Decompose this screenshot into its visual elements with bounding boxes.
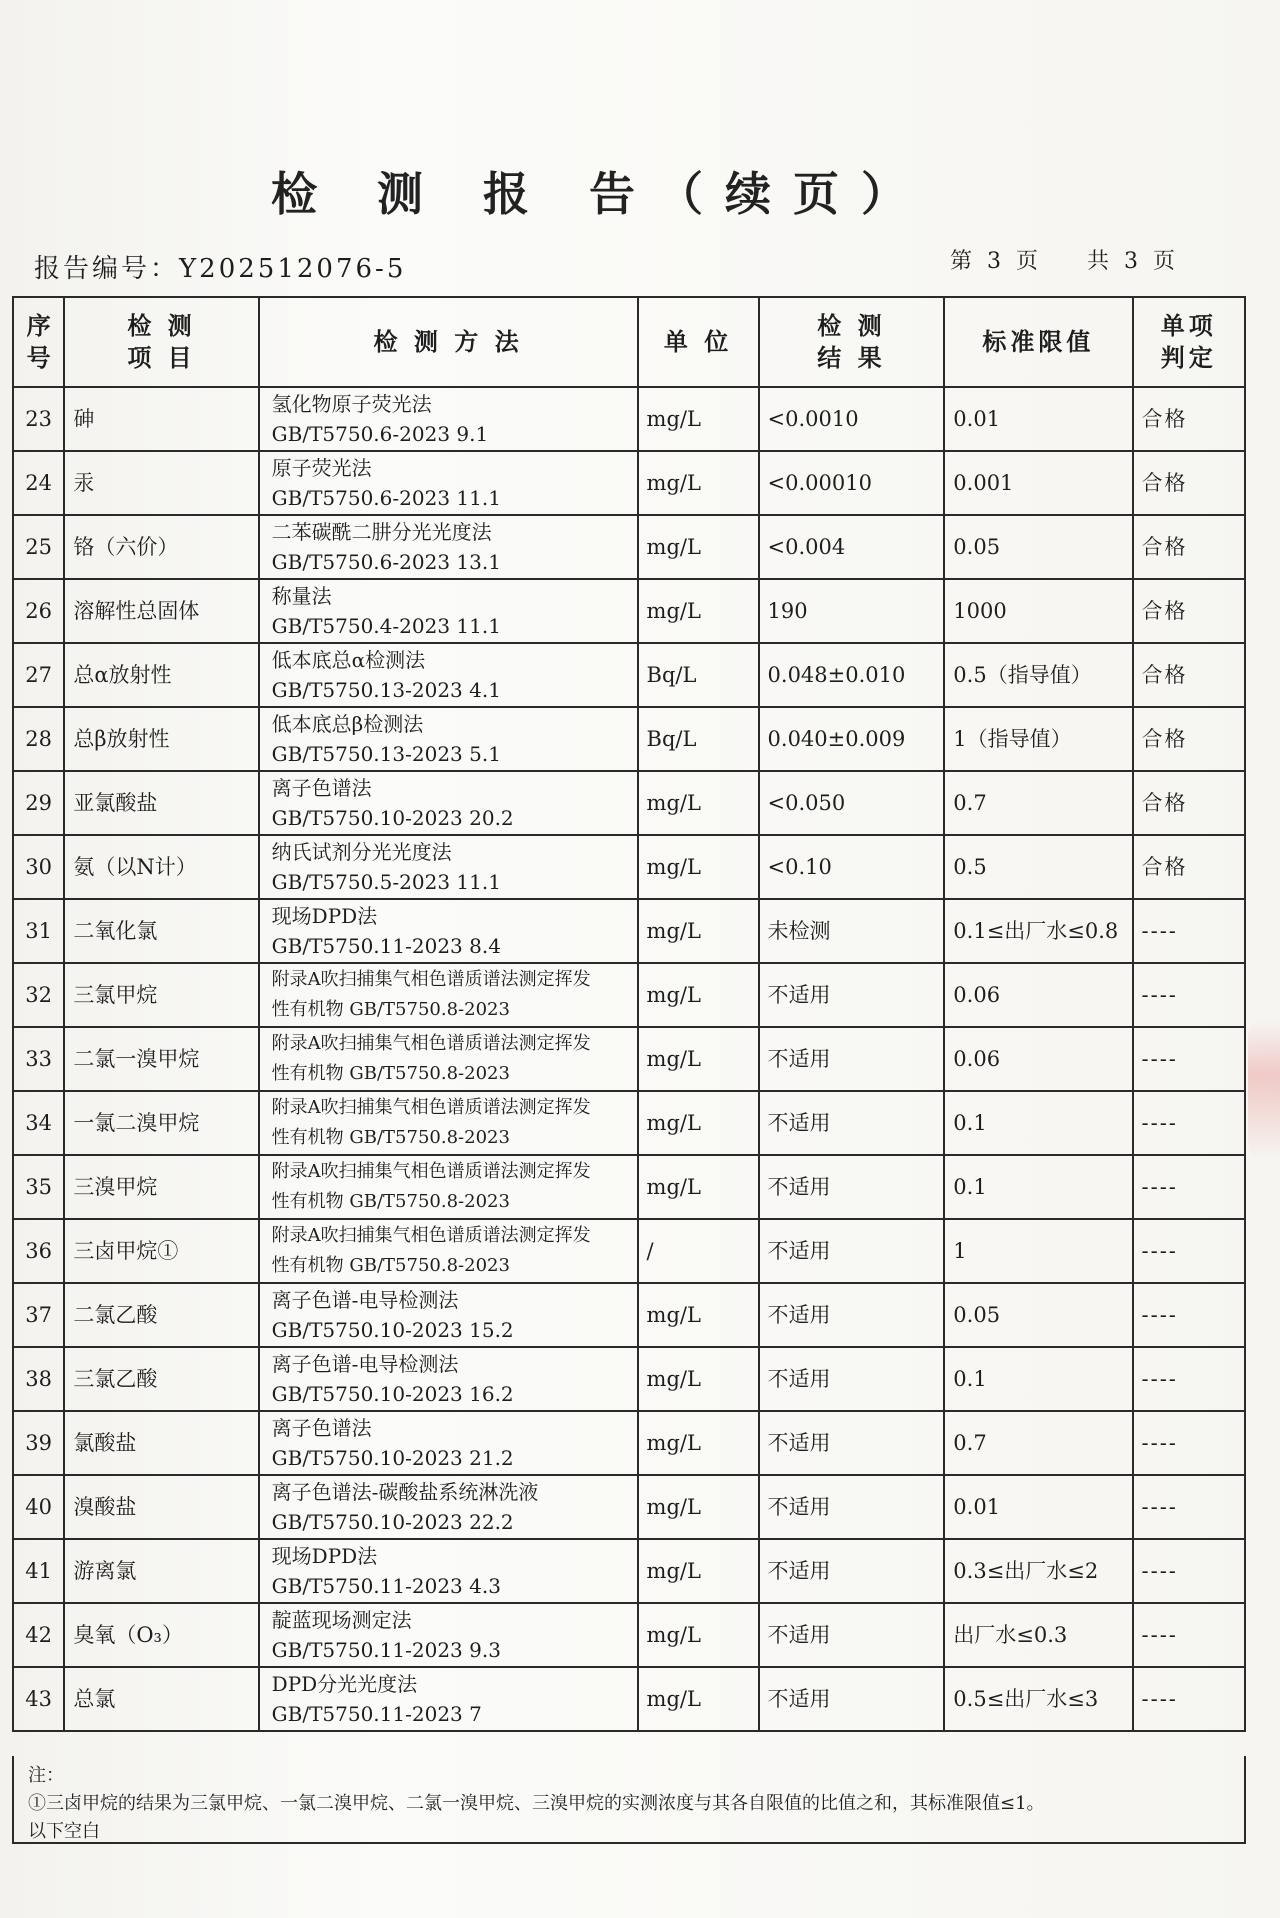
- cell-method: [259, 1347, 638, 1411]
- cell-item: 总β放射性: [64, 707, 258, 771]
- cell-method: [259, 771, 638, 835]
- cell-limit: 0.5（指导值）: [944, 643, 1132, 707]
- table-body: [13, 387, 1245, 1731]
- cell-verdict: 合格: [1133, 579, 1245, 643]
- cell-limit: 0.1≤出厂水≤0.8: [944, 899, 1132, 963]
- cell-seq: 33: [13, 1027, 64, 1091]
- cell-seq: 24: [13, 451, 64, 515]
- cell-seq: 28: [13, 707, 64, 771]
- cell-unit: mg/L: [638, 963, 759, 1027]
- cell-seq: 42: [13, 1603, 64, 1667]
- method-standard: GB/T5750.11-2023 4.3: [271, 1574, 501, 1598]
- table-row: [13, 1347, 1245, 1411]
- cell-limit: 0.1: [944, 1155, 1132, 1219]
- method-name: 靛蓝现场测定法: [271, 1608, 412, 1632]
- note-line-2: 以下空白: [28, 1821, 100, 1842]
- method-standard: GB/T5750.5-2023 11.1: [271, 870, 501, 894]
- cell-verdict: 合格: [1133, 387, 1245, 451]
- cell-result: <0.00010: [759, 451, 945, 515]
- table-row: [13, 771, 1245, 835]
- cell-limit: 1000: [944, 579, 1132, 643]
- method-standard: 性有机物 GB/T5750.8-2023: [271, 1191, 510, 1212]
- method-standard: GB/T5750.11-2023 9.3: [271, 1638, 501, 1662]
- cell-verdict: ----: [1133, 1283, 1245, 1347]
- cell-unit: mg/L: [638, 1027, 759, 1091]
- cell-seq: 31: [13, 899, 64, 963]
- cell-result: <0.050: [759, 771, 945, 835]
- cell-result: 不适用: [759, 1155, 945, 1219]
- cell-item: 氨（以N计）: [64, 835, 258, 899]
- cell-result: <0.10: [759, 835, 945, 899]
- header-method: 检 测 方 法: [259, 297, 638, 387]
- cell-limit: 0.06: [944, 963, 1132, 1027]
- cell-result: 不适用: [759, 1667, 945, 1731]
- cell-limit: 0.5≤出厂水≤3: [944, 1667, 1132, 1731]
- cell-verdict: ----: [1133, 1347, 1245, 1411]
- table-row: [13, 1475, 1245, 1539]
- header-item: 检 测 项 目: [64, 297, 258, 387]
- cell-unit: mg/L: [638, 515, 759, 579]
- method-standard: GB/T5750.13-2023 5.1: [271, 742, 501, 766]
- method-standard: GB/T5750.11-2023 7: [271, 1702, 482, 1726]
- method-name: 现场DPD法: [271, 904, 378, 928]
- cell-seq: 34: [13, 1091, 64, 1155]
- cell-verdict: ----: [1133, 963, 1245, 1027]
- cell-method: [259, 643, 638, 707]
- method-standard: GB/T5750.4-2023 11.1: [271, 614, 501, 638]
- table-header-row: [13, 297, 1245, 387]
- cell-verdict: ----: [1133, 1667, 1245, 1731]
- table-row: [13, 835, 1245, 899]
- cell-seq: 26: [13, 579, 64, 643]
- cell-unit: mg/L: [638, 451, 759, 515]
- cell-method: [259, 1219, 638, 1283]
- cell-method: [259, 387, 638, 451]
- method-name: 附录A吹扫捕集气相色谱质谱法测定挥发: [271, 1225, 591, 1246]
- method-name: 称量法: [271, 584, 332, 608]
- cell-limit: 0.01: [944, 387, 1132, 451]
- cell-limit: 0.01: [944, 1475, 1132, 1539]
- method-standard: GB/T5750.10-2023 16.2: [271, 1382, 514, 1406]
- page-title: 检 测 报 告（续页）: [270, 167, 930, 221]
- cell-seq: 30: [13, 835, 64, 899]
- method-name: 原子荧光法: [271, 456, 372, 480]
- cell-unit: mg/L: [638, 1539, 759, 1603]
- table-row: [13, 1155, 1245, 1219]
- cell-seq: 23: [13, 387, 64, 451]
- cell-limit: 0.05: [944, 1283, 1132, 1347]
- cell-limit: 0.001: [944, 451, 1132, 515]
- cell-verdict: ----: [1133, 1091, 1245, 1155]
- method-name: 附录A吹扫捕集气相色谱质谱法测定挥发: [271, 969, 591, 990]
- cell-item: 溶解性总固体: [64, 579, 258, 643]
- results-table: [12, 296, 1246, 1732]
- cell-item: 总氯: [64, 1667, 258, 1731]
- cell-item: 一氯二溴甲烷: [64, 1091, 258, 1155]
- cell-unit: mg/L: [638, 1603, 759, 1667]
- table-row: [13, 1411, 1245, 1475]
- method-standard: 性有机物 GB/T5750.8-2023: [271, 1255, 510, 1276]
- cell-seq: 39: [13, 1411, 64, 1475]
- method-standard: GB/T5750.10-2023 20.2: [271, 806, 514, 830]
- header-verdict: 单项 判定: [1133, 297, 1245, 387]
- cell-seq: 41: [13, 1539, 64, 1603]
- cell-method: [259, 1603, 638, 1667]
- method-name: 离子色谱法-碳酸盐系统淋洗液: [271, 1480, 539, 1504]
- cell-result: 0.048±0.010: [759, 643, 945, 707]
- cell-method: [259, 707, 638, 771]
- header-limit: 标准限值: [944, 297, 1132, 387]
- header-seq: 序号: [13, 297, 64, 387]
- method-name: 氢化物原子荧光法: [271, 392, 432, 416]
- cell-item: 二氯一溴甲烷: [64, 1027, 258, 1091]
- table-row: [13, 579, 1245, 643]
- cell-seq: 27: [13, 643, 64, 707]
- cell-limit: 0.7: [944, 1411, 1132, 1475]
- cell-item: 汞: [64, 451, 258, 515]
- cell-verdict: ----: [1133, 1027, 1245, 1091]
- cell-seq: 38: [13, 1347, 64, 1411]
- cell-unit: mg/L: [638, 1667, 759, 1731]
- page-total: 共 3 页: [1086, 249, 1179, 274]
- table-row: [13, 643, 1245, 707]
- header-unit: 单 位: [638, 297, 759, 387]
- cell-verdict: ----: [1133, 1219, 1245, 1283]
- method-name: 附录A吹扫捕集气相色谱质谱法测定挥发: [271, 1097, 591, 1118]
- cell-item: 砷: [64, 387, 258, 451]
- cell-item: 铬（六价）: [64, 515, 258, 579]
- method-standard: GB/T5750.13-2023 4.1: [271, 678, 501, 702]
- method-standard: GB/T5750.6-2023 9.1: [271, 422, 489, 446]
- method-standard: GB/T5750.10-2023 22.2: [271, 1510, 514, 1534]
- cell-verdict: ----: [1133, 1411, 1245, 1475]
- cell-result: 不适用: [759, 963, 945, 1027]
- cell-result: 0.040±0.009: [759, 707, 945, 771]
- method-name: 离子色谱法: [271, 1416, 372, 1440]
- method-name: 离子色谱-电导检测法: [271, 1288, 459, 1312]
- cell-method: [259, 1091, 638, 1155]
- cell-method: [259, 835, 638, 899]
- cell-limit: 1: [944, 1219, 1132, 1283]
- table-row: [13, 1219, 1245, 1283]
- table-row: [13, 1539, 1245, 1603]
- method-standard: 性有机物 GB/T5750.8-2023: [271, 999, 510, 1020]
- cell-method: [259, 899, 638, 963]
- cell-method: [259, 1539, 638, 1603]
- page-current: 第 3 页: [950, 249, 1042, 274]
- method-name: 现场DPD法: [271, 1544, 378, 1568]
- cell-item: 二氧化氯: [64, 899, 258, 963]
- table-row: [13, 1283, 1245, 1347]
- cell-seq: 36: [13, 1219, 64, 1283]
- cell-seq: 43: [13, 1667, 64, 1731]
- method-name: 离子色谱法: [271, 776, 372, 800]
- method-standard: GB/T5750.11-2023 8.4: [271, 934, 501, 958]
- cell-seq: 25: [13, 515, 64, 579]
- cell-limit: 0.1: [944, 1347, 1132, 1411]
- cell-unit: mg/L: [638, 1475, 759, 1539]
- cell-unit: Bq/L: [638, 643, 759, 707]
- notes-section: [12, 1756, 1246, 1844]
- cell-verdict: ----: [1133, 1475, 1245, 1539]
- table-row: [13, 1667, 1245, 1731]
- cell-seq: 29: [13, 771, 64, 835]
- cell-verdict: 合格: [1133, 643, 1245, 707]
- cell-verdict: 合格: [1133, 451, 1245, 515]
- cell-item: 臭氧（O₃）: [64, 1603, 258, 1667]
- method-standard: GB/T5750.6-2023 13.1: [271, 550, 501, 574]
- cell-item: 氯酸盐: [64, 1411, 258, 1475]
- page-info: [950, 244, 1179, 275]
- cell-method: [259, 1475, 638, 1539]
- cell-result: 不适用: [759, 1347, 945, 1411]
- cell-result: 不适用: [759, 1603, 945, 1667]
- cell-result: 未检测: [759, 899, 945, 963]
- method-name: DPD分光光度法: [271, 1672, 418, 1696]
- method-name: 附录A吹扫捕集气相色谱质谱法测定挥发: [271, 1033, 591, 1054]
- table-row: [13, 515, 1245, 579]
- cell-unit: /: [638, 1219, 759, 1283]
- table-row: [13, 387, 1245, 451]
- cell-limit: 0.1: [944, 1091, 1132, 1155]
- table-row: [13, 1603, 1245, 1667]
- cell-verdict: 合格: [1133, 771, 1245, 835]
- cell-item: 二氯乙酸: [64, 1283, 258, 1347]
- cell-unit: mg/L: [638, 899, 759, 963]
- cell-unit: mg/L: [638, 387, 759, 451]
- cell-result: 不适用: [759, 1091, 945, 1155]
- report-number: 报告编号：Y202512076-5: [34, 254, 407, 284]
- method-standard: GB/T5750.10-2023 21.2: [271, 1446, 514, 1470]
- table-row: [13, 451, 1245, 515]
- method-standard: GB/T5750.6-2023 11.1: [271, 486, 501, 510]
- cell-result: 不适用: [759, 1539, 945, 1603]
- cell-result: <0.004: [759, 515, 945, 579]
- cell-unit: mg/L: [638, 579, 759, 643]
- cell-verdict: 合格: [1133, 515, 1245, 579]
- cell-result: 不适用: [759, 1219, 945, 1283]
- cell-limit: 出厂水≤0.3: [944, 1603, 1132, 1667]
- cell-result: 不适用: [759, 1027, 945, 1091]
- method-name: 纳氏试剂分光光度法: [271, 840, 452, 864]
- cell-unit: mg/L: [638, 771, 759, 835]
- cell-seq: 35: [13, 1155, 64, 1219]
- cell-method: [259, 579, 638, 643]
- cell-unit: mg/L: [638, 1155, 759, 1219]
- cell-result: 不适用: [759, 1411, 945, 1475]
- method-standard: GB/T5750.10-2023 15.2: [271, 1318, 514, 1342]
- cell-limit: 0.5: [944, 835, 1132, 899]
- cell-item: 三溴甲烷: [64, 1155, 258, 1219]
- cell-seq: 40: [13, 1475, 64, 1539]
- cell-method: [259, 451, 638, 515]
- cell-item: 三卤甲烷①: [64, 1219, 258, 1283]
- cell-verdict: 合格: [1133, 835, 1245, 899]
- cell-verdict: 合格: [1133, 707, 1245, 771]
- method-name: 低本底总β检测法: [271, 712, 424, 736]
- cell-method: [259, 1411, 638, 1475]
- method-name: 离子色谱-电导检测法: [271, 1352, 459, 1376]
- cell-unit: mg/L: [638, 1283, 759, 1347]
- cell-verdict: ----: [1133, 1603, 1245, 1667]
- cell-limit: 0.7: [944, 771, 1132, 835]
- cell-item: 亚氯酸盐: [64, 771, 258, 835]
- note-label: 注：: [28, 1765, 64, 1786]
- cell-verdict: ----: [1133, 899, 1245, 963]
- cell-item: 三氯甲烷: [64, 963, 258, 1027]
- cell-result: <0.0010: [759, 387, 945, 451]
- table-row: [13, 1091, 1245, 1155]
- cell-limit: 1（指导值）: [944, 707, 1132, 771]
- table-row: [13, 899, 1245, 963]
- cell-result: 190: [759, 579, 945, 643]
- cell-method: [259, 515, 638, 579]
- cell-method: [259, 1027, 638, 1091]
- cell-unit: mg/L: [638, 1091, 759, 1155]
- method-name: 二苯碳酰二肼分光光度法: [271, 520, 492, 544]
- cell-limit: 0.05: [944, 515, 1132, 579]
- table-row: [13, 963, 1245, 1027]
- note-line-1: ①三卤甲烷的结果为三氯甲烷、一氯二溴甲烷、二氯一溴甲烷、三溴甲烷的实测浓度与其各自限值的比值之和，其标准限值≤1。: [28, 1793, 1045, 1814]
- cell-item: 溴酸盐: [64, 1475, 258, 1539]
- cell-verdict: ----: [1133, 1539, 1245, 1603]
- cell-item: 游离氯: [64, 1539, 258, 1603]
- red-seal-edge: [1248, 1020, 1280, 1160]
- method-standard: 性有机物 GB/T5750.8-2023: [271, 1063, 510, 1084]
- cell-result: 不适用: [759, 1475, 945, 1539]
- method-name: 低本底总α检测法: [271, 648, 426, 672]
- header-result: 检 测 结 果: [759, 297, 945, 387]
- cell-unit: mg/L: [638, 835, 759, 899]
- cell-method: [259, 963, 638, 1027]
- cell-item: 总α放射性: [64, 643, 258, 707]
- cell-verdict: ----: [1133, 1155, 1245, 1219]
- cell-result: 不适用: [759, 1283, 945, 1347]
- cell-unit: mg/L: [638, 1347, 759, 1411]
- method-name: 附录A吹扫捕集气相色谱质谱法测定挥发: [271, 1161, 591, 1182]
- cell-seq: 37: [13, 1283, 64, 1347]
- cell-unit: mg/L: [638, 1411, 759, 1475]
- cell-limit: 0.06: [944, 1027, 1132, 1091]
- table-row: [13, 707, 1245, 771]
- cell-unit: Bq/L: [638, 707, 759, 771]
- cell-method: [259, 1155, 638, 1219]
- cell-method: [259, 1667, 638, 1731]
- table-row: [13, 1027, 1245, 1091]
- cell-limit: 0.3≤出厂水≤2: [944, 1539, 1132, 1603]
- cell-item: 三氯乙酸: [64, 1347, 258, 1411]
- method-standard: 性有机物 GB/T5750.8-2023: [271, 1127, 510, 1148]
- cell-seq: 32: [13, 963, 64, 1027]
- cell-method: [259, 1283, 638, 1347]
